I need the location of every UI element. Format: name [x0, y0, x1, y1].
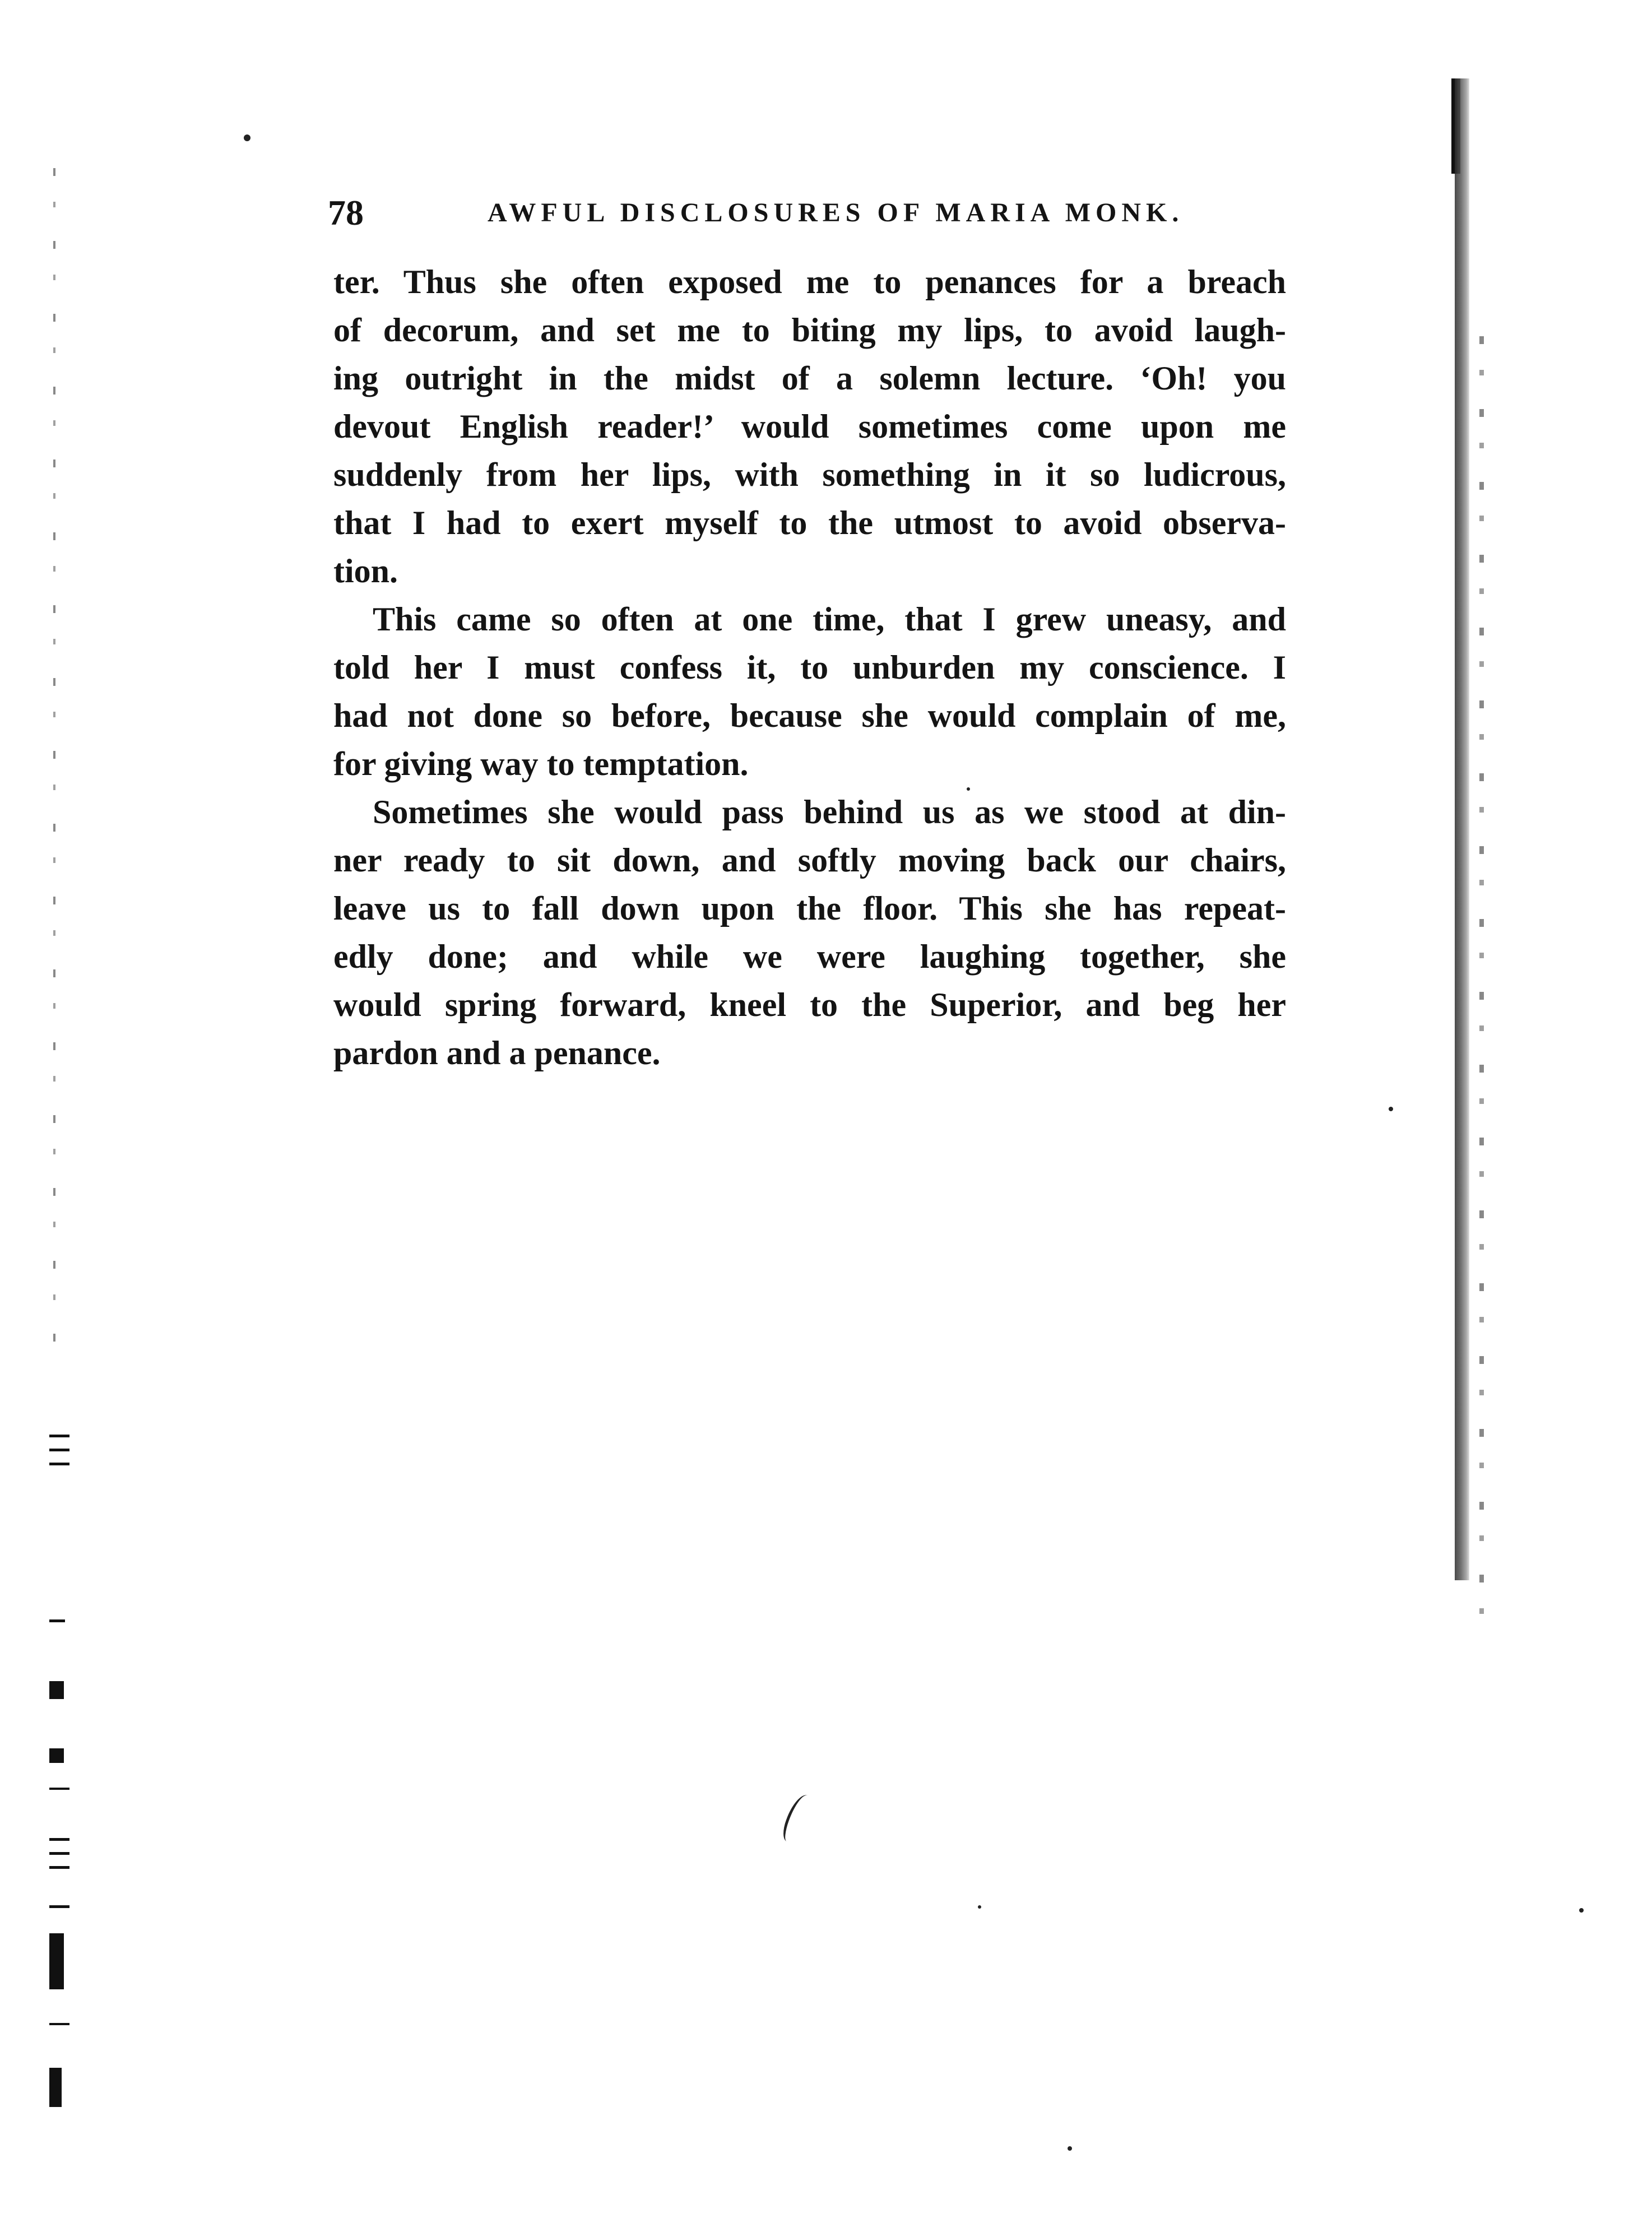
scan-edge-shadow	[1455, 78, 1469, 1580]
running-head: AWFUL DISCLOSURES OF MARIA MONK.	[488, 198, 1184, 228]
body-text	[333, 258, 1286, 1077]
paragraph	[333, 788, 1286, 1077]
text-line: leave us to fall down upon the floor. This she has repeat-	[333, 890, 1286, 927]
text-line: told her I must confess it, to unburden my conscience. I	[333, 649, 1286, 686]
page-number: 78	[328, 193, 364, 233]
scan-speckle-right	[1479, 336, 1484, 1625]
text-line: pardon and a penance.	[333, 1034, 661, 1071]
text-line: had not done so before, because she would complain of me,	[333, 697, 1286, 734]
scan-dot	[1389, 1107, 1393, 1111]
scan-pencil-mark	[779, 1792, 815, 1846]
text-line: edly done; and while we were laughing together, she	[333, 938, 1286, 975]
scan-margin-marks	[49, 1401, 72, 2129]
scan-dot	[1579, 1908, 1584, 1913]
text-line: of decorum, and set me to biting my lips, to avoid laugh-	[333, 312, 1286, 349]
text-line: tion.	[333, 553, 398, 590]
scan-dot	[978, 1905, 981, 1909]
text-line: would spring forward, kneel to the Superior, and beg her	[333, 986, 1286, 1023]
text-line: ner ready to sit down, and softly moving back our chairs,	[333, 842, 1286, 879]
text-line: devout English reader!’ would sometimes come upon me	[333, 408, 1286, 445]
scan-dot	[1068, 2146, 1072, 2151]
text-line: Sometimes she would pass behind us as we stood at din-	[373, 793, 1286, 830]
text-line: for giving way to temptation.	[333, 745, 749, 782]
text-line: suddenly from her lips, with something in it so ludicrous,	[333, 456, 1286, 493]
text-line: ter. Thus she often exposed me to penances for a breach	[333, 263, 1286, 300]
text-line: This came so often at one time, that I grew uneasy, and	[373, 601, 1286, 638]
text-line: that I had to exert myself to the utmost to avoid observa-	[333, 504, 1286, 541]
paragraph	[333, 258, 1286, 595]
page-header	[328, 191, 1314, 235]
paragraph	[333, 595, 1286, 788]
text-line: ing outright in the midst of a solemn lecture. ‘Oh! you	[333, 360, 1286, 397]
scan-dot	[244, 134, 250, 141]
scan-speckle-left	[53, 168, 55, 1345]
